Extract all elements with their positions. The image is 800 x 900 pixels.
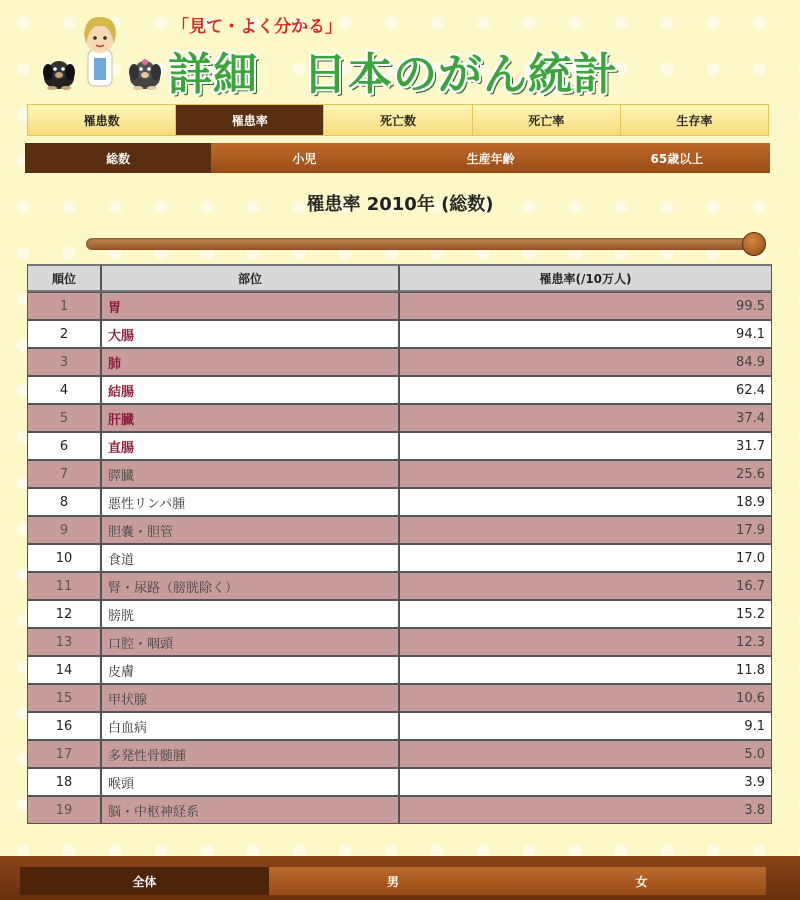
rate-cell: 11.8 bbox=[399, 656, 772, 684]
site-link[interactable]: 肝臓 bbox=[101, 404, 399, 432]
site-cell: 多発性骨髄腫 bbox=[101, 740, 399, 768]
rank-cell: 6 bbox=[27, 432, 101, 460]
rate-cell: 84.9 bbox=[399, 348, 772, 376]
rate-cell: 62.4 bbox=[399, 376, 772, 404]
rate-cell: 17.9 bbox=[399, 516, 772, 544]
rank-cell: 2 bbox=[27, 320, 101, 348]
age-group-tab-bar bbox=[25, 143, 770, 173]
table-row bbox=[27, 796, 772, 824]
site-cell: 腎・尿路（膀胱除く） bbox=[101, 572, 399, 600]
tab-sex-female[interactable]: 女 bbox=[517, 867, 766, 895]
tab-age-65-plus[interactable]: 65歳以上 bbox=[584, 143, 770, 173]
site-cell: 皮膚 bbox=[101, 656, 399, 684]
site-cell: 膵臓 bbox=[101, 460, 399, 488]
header-rank: 順位 bbox=[27, 264, 101, 292]
rate-cell: 17.0 bbox=[399, 544, 772, 572]
metric-tab-bar bbox=[27, 104, 769, 136]
rank-cell: 15 bbox=[27, 684, 101, 712]
rate-cell: 9.1 bbox=[399, 712, 772, 740]
tab-incidence-rate[interactable]: 罹患率 bbox=[176, 105, 324, 135]
dog-mascot-icon bbox=[42, 58, 76, 90]
site-cell: 悪性リンパ腫 bbox=[101, 488, 399, 516]
table-row bbox=[27, 712, 772, 740]
site-link[interactable]: 胃 bbox=[101, 292, 399, 320]
table-row bbox=[27, 432, 772, 460]
sex-tab-bar bbox=[20, 867, 766, 895]
rate-cell: 31.7 bbox=[399, 432, 772, 460]
bottom-bar bbox=[0, 856, 800, 900]
rate-cell: 18.9 bbox=[399, 488, 772, 516]
slider-handle[interactable] bbox=[742, 232, 766, 256]
tab-sex-all[interactable]: 全体 bbox=[20, 867, 269, 895]
rank-cell: 4 bbox=[27, 376, 101, 404]
table-row bbox=[27, 656, 772, 684]
site-cell: 口腔・咽頭 bbox=[101, 628, 399, 656]
rank-cell: 13 bbox=[27, 628, 101, 656]
rank-cell: 8 bbox=[27, 488, 101, 516]
rank-cell: 16 bbox=[27, 712, 101, 740]
rank-cell: 19 bbox=[27, 796, 101, 824]
table-row bbox=[27, 292, 772, 320]
rank-cell: 18 bbox=[27, 768, 101, 796]
rank-cell: 17 bbox=[27, 740, 101, 768]
rate-cell: 94.1 bbox=[399, 320, 772, 348]
rate-cell: 37.4 bbox=[399, 404, 772, 432]
site-link[interactable]: 大腸 bbox=[101, 320, 399, 348]
year-slider[interactable] bbox=[86, 232, 770, 256]
rank-cell: 9 bbox=[27, 516, 101, 544]
tab-sex-male[interactable]: 男 bbox=[269, 867, 518, 895]
site-link[interactable]: 肺 bbox=[101, 348, 399, 376]
site-cell: 喉頭 bbox=[101, 768, 399, 796]
site-link[interactable]: 結腸 bbox=[101, 376, 399, 404]
rate-cell: 5.0 bbox=[399, 740, 772, 768]
site-header bbox=[0, 0, 800, 104]
rate-cell: 12.3 bbox=[399, 628, 772, 656]
site-cell: 胆嚢・胆管 bbox=[101, 516, 399, 544]
page-title: 罹患率 2010年 (総数) bbox=[306, 194, 494, 215]
site-cell: 白血病 bbox=[101, 712, 399, 740]
rate-cell: 3.9 bbox=[399, 768, 772, 796]
site-cell: 膀胱 bbox=[101, 600, 399, 628]
table-row bbox=[27, 544, 772, 572]
boy-mascot-icon bbox=[78, 14, 122, 92]
site-title[interactable]: 詳細 日本のがん統計 bbox=[168, 49, 618, 100]
site-cell: 甲状腺 bbox=[101, 684, 399, 712]
header-rate: 罹患率(/10万人) bbox=[399, 264, 772, 292]
rank-cell: 12 bbox=[27, 600, 101, 628]
table-row bbox=[27, 740, 772, 768]
site-link[interactable]: 直腸 bbox=[101, 432, 399, 460]
dog-mascot-icon bbox=[128, 58, 162, 90]
tab-age-children[interactable]: 小児 bbox=[211, 143, 397, 173]
rank-cell: 11 bbox=[27, 572, 101, 600]
ranking-table-container bbox=[27, 264, 772, 824]
tab-incidence-count[interactable]: 罹患数 bbox=[28, 105, 176, 135]
tab-survival-rate[interactable]: 生存率 bbox=[621, 105, 768, 135]
table-header-row bbox=[27, 264, 772, 292]
table-row bbox=[27, 320, 772, 348]
table-row bbox=[27, 628, 772, 656]
site-cell: 食道 bbox=[101, 544, 399, 572]
table-row bbox=[27, 572, 772, 600]
table-row bbox=[27, 488, 772, 516]
table-row bbox=[27, 516, 772, 544]
rate-cell: 10.6 bbox=[399, 684, 772, 712]
rate-cell: 16.7 bbox=[399, 572, 772, 600]
rank-cell: 10 bbox=[27, 544, 101, 572]
site-cell: 脳・中枢神経系 bbox=[101, 796, 399, 824]
tab-death-count[interactable]: 死亡数 bbox=[324, 105, 472, 135]
table-row bbox=[27, 404, 772, 432]
rate-cell: 25.6 bbox=[399, 460, 772, 488]
table-row bbox=[27, 348, 772, 376]
table-body bbox=[27, 292, 772, 824]
rank-cell: 1 bbox=[27, 292, 101, 320]
table-row bbox=[27, 376, 772, 404]
slider-track[interactable] bbox=[86, 238, 754, 250]
rank-cell: 3 bbox=[27, 348, 101, 376]
rank-cell: 14 bbox=[27, 656, 101, 684]
rank-cell: 7 bbox=[27, 460, 101, 488]
rate-cell: 15.2 bbox=[399, 600, 772, 628]
rank-cell: 5 bbox=[27, 404, 101, 432]
site-subtitle: 「見て・よく分かる」 bbox=[172, 17, 342, 37]
header-site: 部位 bbox=[101, 264, 399, 292]
tab-age-working[interactable]: 生産年齢 bbox=[398, 143, 584, 173]
mascot-illustration bbox=[42, 12, 162, 92]
table-row bbox=[27, 460, 772, 488]
tab-age-total[interactable]: 総数 bbox=[25, 143, 211, 173]
table-row bbox=[27, 768, 772, 796]
rate-cell: 99.5 bbox=[399, 292, 772, 320]
tab-death-rate[interactable]: 死亡率 bbox=[473, 105, 621, 135]
rate-cell: 3.8 bbox=[399, 796, 772, 824]
table-row bbox=[27, 684, 772, 712]
table-row bbox=[27, 600, 772, 628]
ranking-table bbox=[27, 264, 772, 824]
